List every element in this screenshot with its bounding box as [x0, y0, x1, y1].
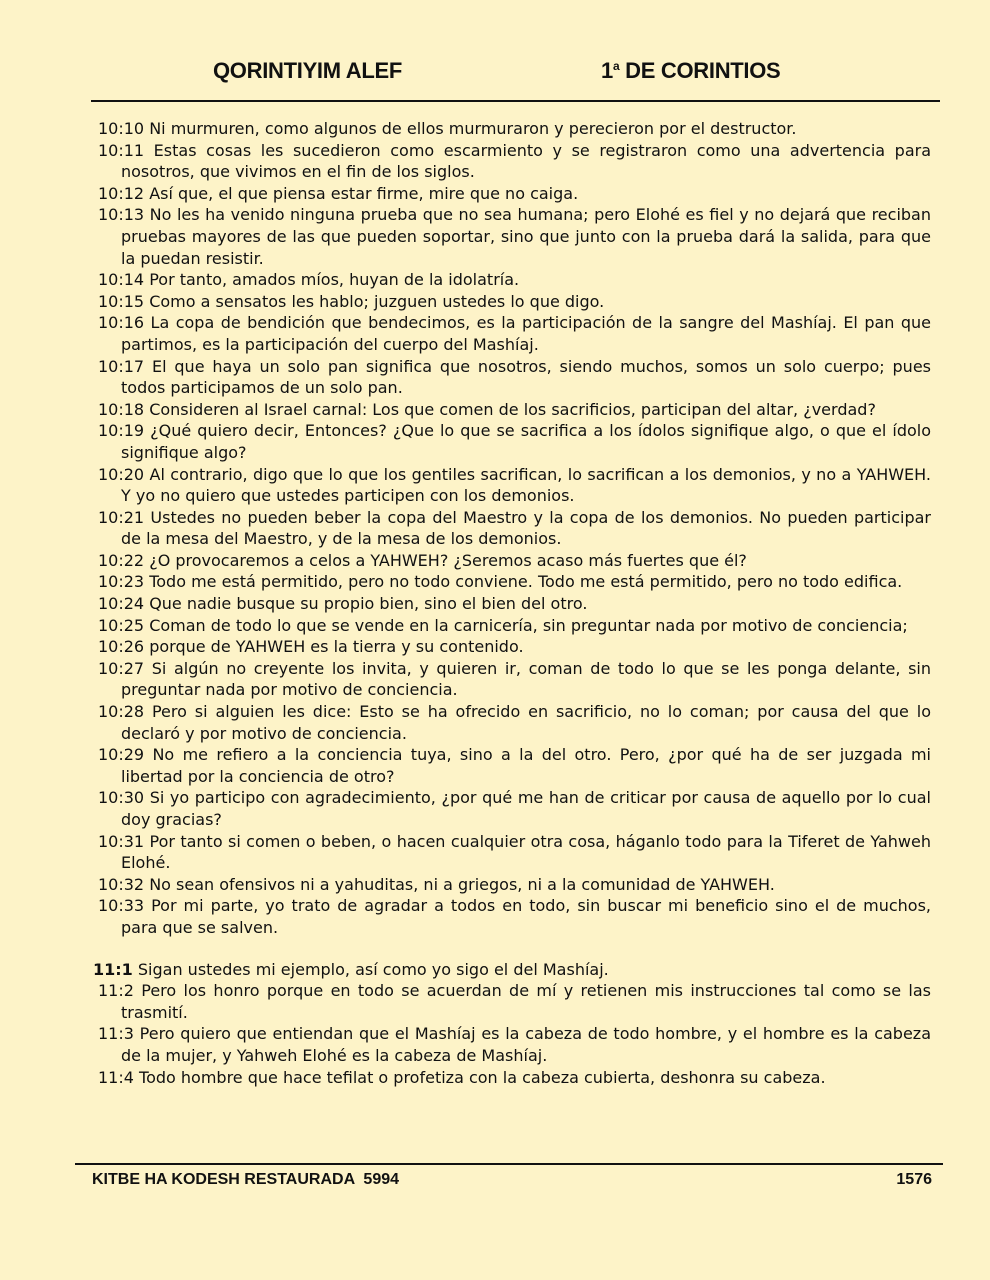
page-number: 1576 — [896, 1171, 932, 1188]
verse-10-18: 10:18 Consideren al Israel carnal: Los que comen de los sacrificios, participan del altar, ¿verdad? — [98, 399, 876, 419]
verse-10-19: 10:19 ¿Qué quiero decir, Entonces? ¿Que lo que se sacrifica a los ídolos signifique algo, o que el ídolo signifique algo? — [98, 421, 931, 462]
verse-10-16: 10:16 La copa de bendición que bendecimos, es la participación de la sangre del Mashíaj. El pan que partimos, es la participación del cuerpo del Mashíaj. — [98, 313, 931, 354]
verse-10-12: 10:12 Así que, el que piensa estar firme, mire que no caiga. — [98, 183, 579, 203]
verse-10-11: 10:11 Estas cosas les sucedieron como escarmiento y se registraron como una advertencia para nosotros, que vivimos en el fin de los siglos. — [98, 140, 931, 182]
header-rule — [91, 100, 940, 102]
book-title-spanish — [601, 58, 780, 84]
verse-10-31: 10:31 Por tanto si comen o beben, o hacen cualquier otra cosa, háganlo todo para la Tiferet de Yahweh Elohé. — [98, 831, 931, 873]
book-name: DE CORINTIOS — [619, 58, 781, 83]
verse-10-20: 10:20 Al contrario, digo que lo que los gentiles sacrifican, lo sacrifican a los demonios, y no a YAHWEH. Y yo no quiero que ustedes participen con los demonios. — [98, 464, 931, 506]
verse-10-26: 10:26 porque de YAHWEH es la tierra y su contenido. — [98, 637, 524, 657]
verse-11-2: 11:2 Pero los honro porque en todo se acuerdan de mí y retienen mis instrucciones tal como se las trasmití. — [98, 981, 931, 1022]
book-number: 1 — [601, 58, 613, 83]
chapter-11-start-ref: 11:1 — [93, 959, 133, 979]
verse-10-29: 10:29 No me refiero a la conciencia tuya, sino a la del otro. Pero, ¿por qué ha de ser juzgada mi libertad por la conciencia de otro? — [98, 745, 931, 786]
verse-10-27: 10:27 Si algún no creyente los invita, y quieren ir, coman de todo lo que se les ponga delante, sin preguntar nada por motivo de conciencia. — [98, 658, 931, 700]
verse-11-1-text: Sigan ustedes mi ejemplo, así como yo sigo el del Mashíaj. — [132, 959, 609, 979]
footer-rule — [75, 1163, 943, 1165]
verse-10-17: 10:17 El que haya un solo pan significa que nosotros, siendo muchos, somos un solo cuerpo; pues todos participamos de un solo pan. — [98, 356, 931, 398]
verse-10-23: 10:23 Todo me está permitido, pero no todo conviene. Todo me está permitido, pero no todo edifica. — [98, 572, 903, 592]
verse-10-21: 10:21 Ustedes no pueden beber la copa del Maestro y la copa de los demonios. No pueden participar de la mesa del Maestro, y de la mesa de los demonios. — [98, 507, 931, 549]
book-title-hebrew: QORINTIYIM ALEF — [213, 58, 403, 83]
verse-10-32: 10:32 No sean ofensivos ni a yahuditas, ni a griegos, ni a la comunidad de YAHWEH. — [98, 874, 775, 894]
verse-10-28: 10:28 Pero si alguien les dice: Esto se ha ofrecido en sacrificio, no lo coman; por causa del que lo declaró y por motivo de conciencia. — [98, 702, 931, 743]
verse-10-13: 10:13 No les ha venido ninguna prueba que no sea humana; pero Elohé es fiel y no dejará que reciban pruebas mayores de las que pueden soportar, sino que junto con la prueba dará la salida, para que la puedan resistir. — [98, 205, 931, 268]
verse-10-14: 10:14 Por tanto, amados míos, huyan de la idolatría. — [98, 270, 520, 290]
verse-11-3: 11:3 Pero quiero que entiendan que el Mashíaj es la cabeza de todo hombre, y el hombre es la cabeza de la mujer, y Yahweh Elohé es la cabeza de Mashíaj. — [98, 1024, 931, 1065]
verse-11-4: 11:4 Todo hombre que hace tefilat o profetiza con la cabeza cubierta, deshonra su cabeza. — [98, 1067, 826, 1087]
verse-10-33: 10:33 Por mi parte, yo trato de agradar a todos en todo, sin buscar mi beneficio sino el de muchos, para que se salven. — [98, 896, 931, 937]
verse-10-15: 10:15 Como a sensatos les hablo; juzguen ustedes lo que digo. — [98, 291, 605, 311]
verse-10-25: 10:25 Coman de todo lo que se vende en la carnicería, sin preguntar nada por motivo de conciencia; — [98, 615, 908, 635]
verse-10-22: 10:22 ¿O provocaremos a celos a YAHWEH? ¿Seremos acaso más fuertes que él? — [98, 550, 747, 570]
page-header — [0, 58, 990, 92]
verse-10-24: 10:24 Que nadie busque su propio bien, sino el bien del otro. — [98, 594, 588, 614]
footer-book-title: KITBE HA KODESH RESTAURADA 5994 — [92, 1171, 400, 1188]
scripture-text — [93, 118, 931, 1088]
chapter-gap — [98, 939, 931, 959]
book-number-ordinal: a — [612, 59, 620, 73]
verse-11-1 — [93, 959, 931, 981]
verse-10-10: 10:10 Ni murmuren, como algunos de ellos murmuraron y perecieron por el destructor. — [98, 119, 797, 138]
verse-10-30: 10:30 Si yo participo con agradecimiento, ¿por qué me han de criticar por causa de aquello por lo cual doy gracias? — [98, 788, 931, 829]
